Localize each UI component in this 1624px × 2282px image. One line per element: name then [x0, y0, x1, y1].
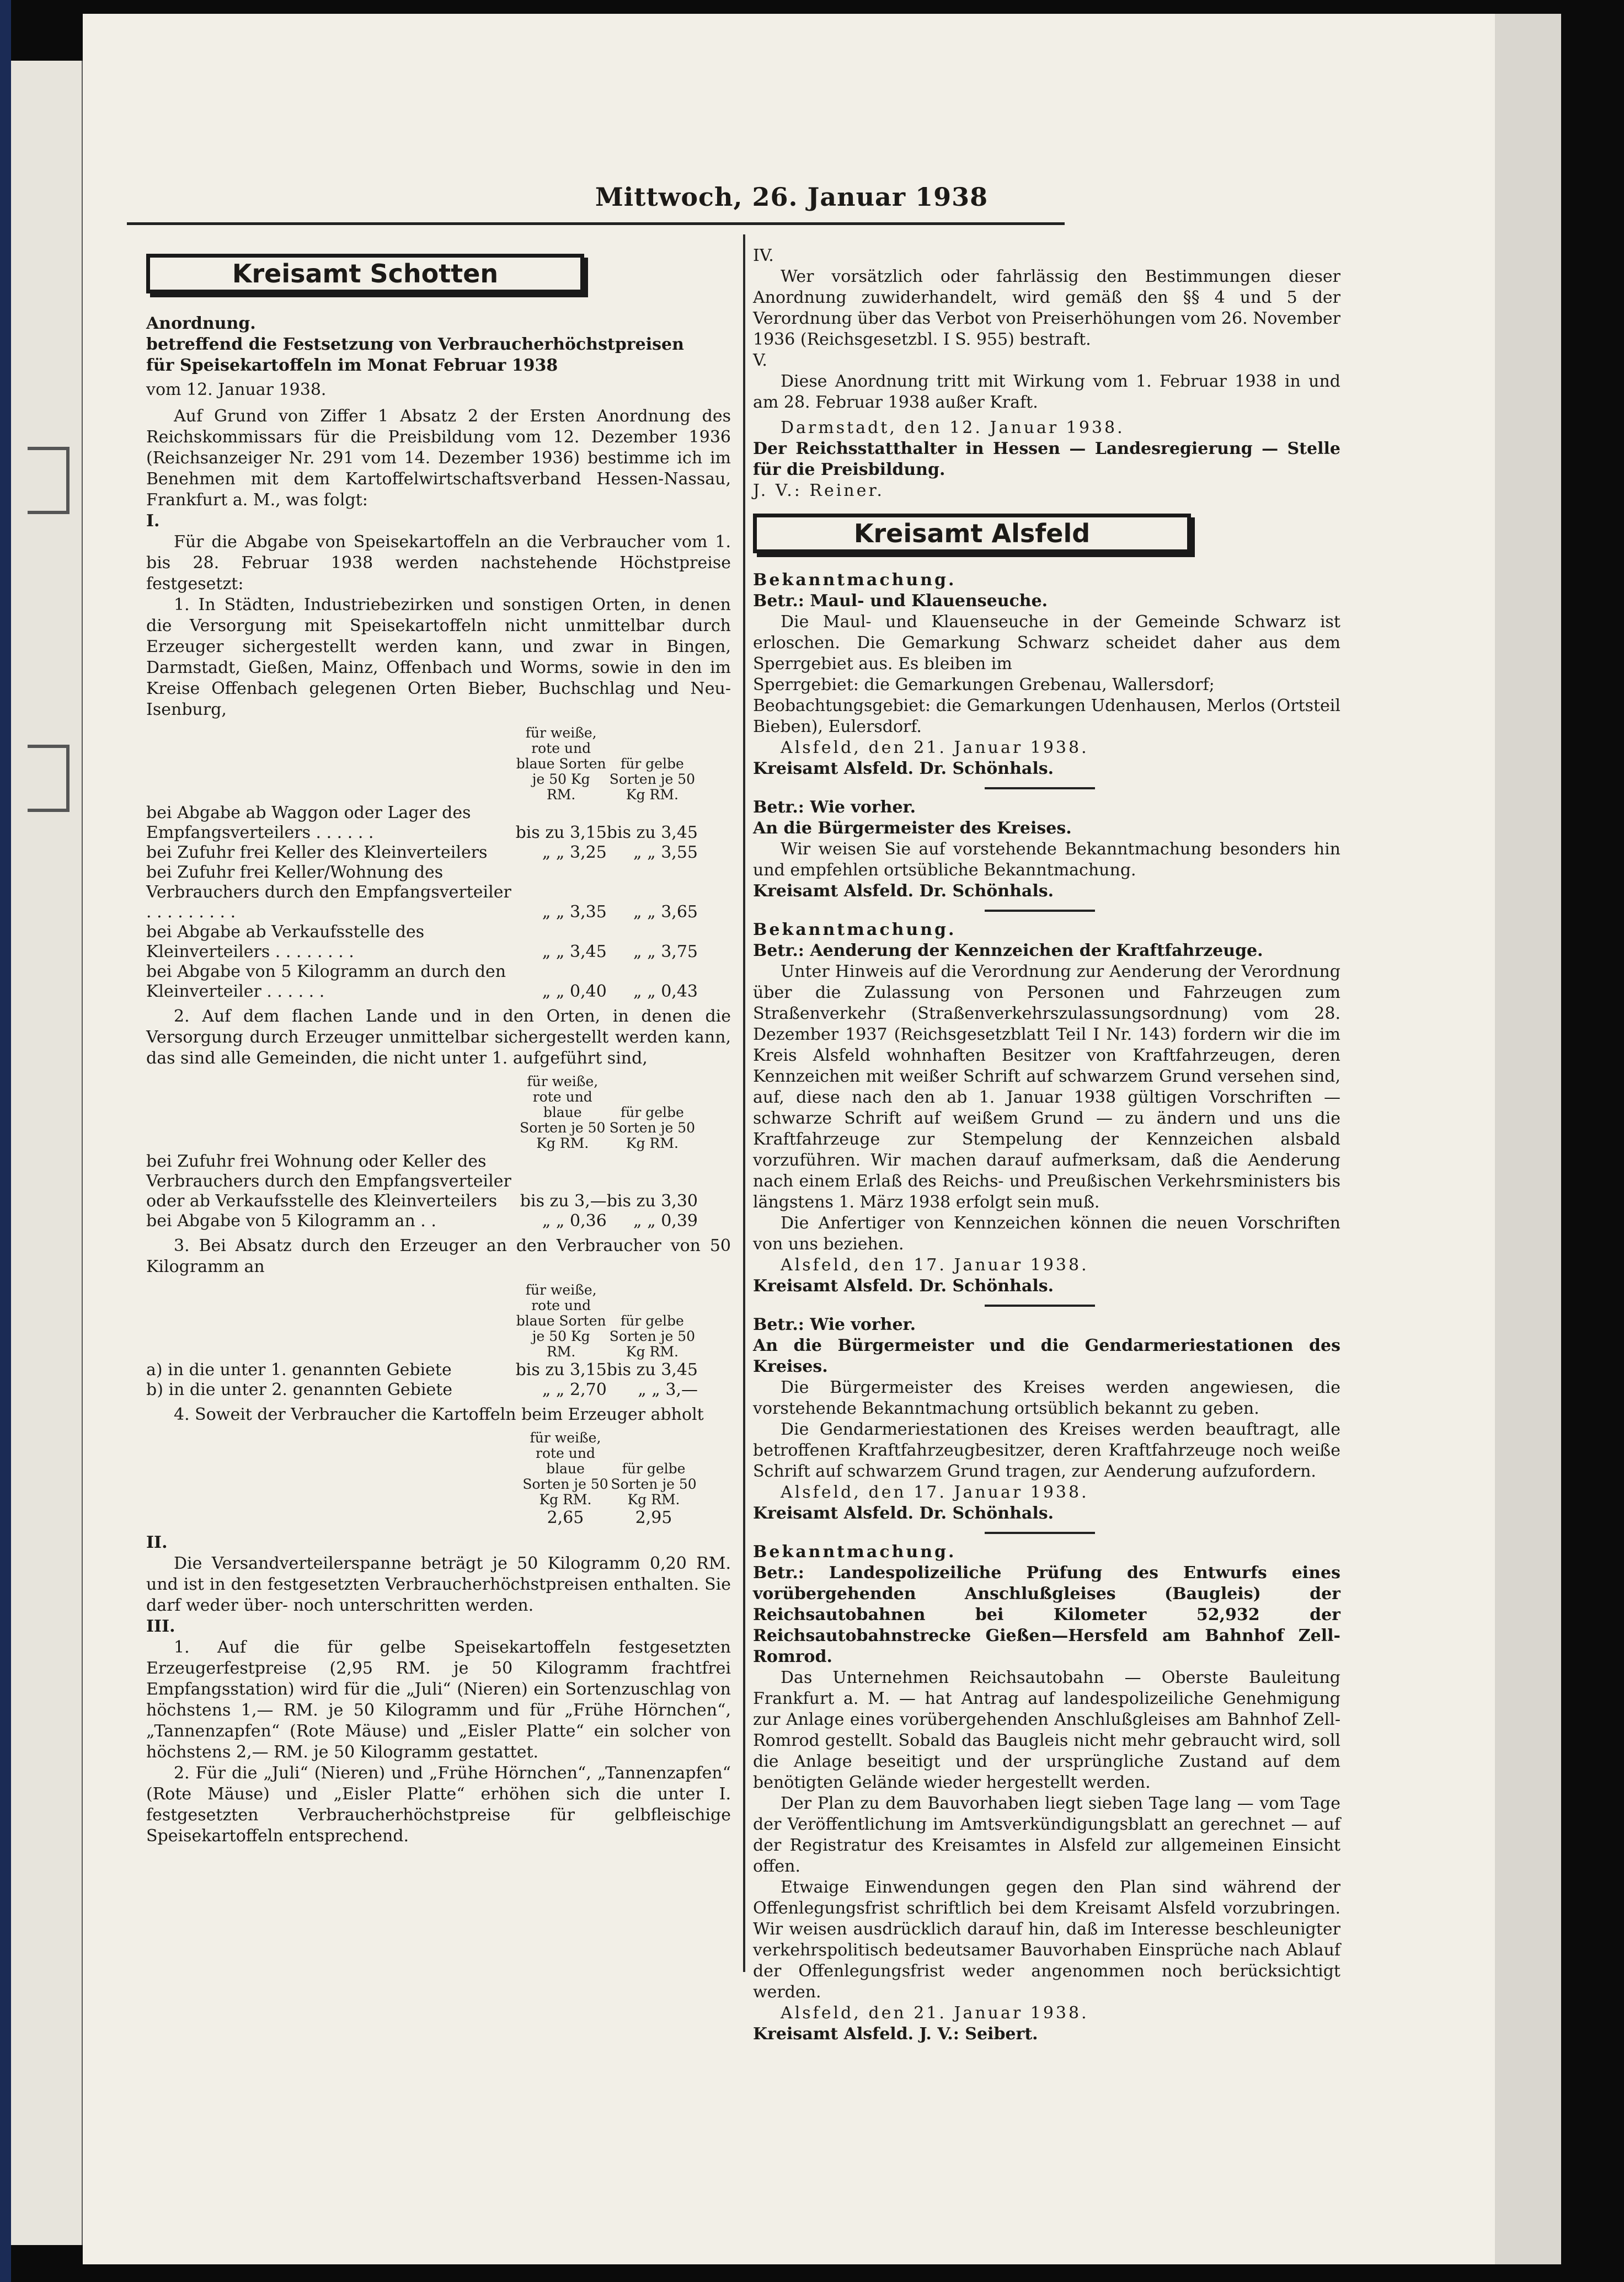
signature: Kreisamt Alsfeld. J. V.: Seibert.: [753, 2024, 1038, 2044]
paragraph: Die Anfertiger von Kennzeichen können die neuen Vorschriften von uns beziehen.: [753, 1214, 1340, 1254]
price-table-4: [146, 1430, 698, 1528]
paragraph: Die Gendarmeriestationen des Kreises werden beauftragt, alle betroffenen Kraftfahrzeugbesitzer, deren Kraftfahrzeuge noch weiße Schrift auf schwarzem Grund tragen, zur Aenderung aufzufordern.: [753, 1420, 1340, 1481]
table-cell: „ „ 0,43: [633, 982, 698, 1001]
notice-subject: Betr.: Wie vorher.: [753, 798, 916, 817]
table-cell: bis zu 3,15: [515, 1360, 607, 1380]
table-cell: „ „ 3,45: [542, 942, 607, 961]
table-cell: „ „ 2,70: [542, 1380, 607, 1399]
announcement-date: vom 12. Januar 1938.: [146, 380, 327, 399]
paragraph: Unter Hinweis auf die Verordnung zur Aenderung der Verordnung über die Zulassung von Personen und Fahrzeugen zum Straßenverkehr (Straßenverkehrszulassungsordnung) vom 28. Dezember 1937 (Reichsgesetzblatt Teil I Nr. 143) fordern wir die im Kreis Alsfeld wohnhaften Besitzer von Kraftfahrzeugen, deren Kennzeichen mit weißer Schrift auf schwarzem Grund versehen sind, auf, diese nach den ab 1. Januar 1938 gültigen Vorschriften — schwarze Schrift auf weißem Grund — zu ändern und uns die Kraftfahrzeuge zur Stempelung der Kennzeichen alsbald vorzuführen. Wir machen darauf aufmerksam, daß die Aenderung nach einem Erlaß des Reichs- und Preußischen Verkehrsministers bis längstens 1. März 1938 erfolgt sein muß.: [753, 962, 1340, 1212]
announcement-subheading: für Speisekartoffeln im Monat Februar 1938: [146, 356, 558, 375]
section-number: V.: [753, 351, 767, 370]
paragraph: Wir weisen Sie auf vorstehende Bekanntmachung besonders hin und empfehlen ortsübliche Bekanntmachung.: [753, 840, 1340, 880]
column-header: für gelbe Sorten je 50 Kg RM.: [609, 756, 696, 803]
column-header: für weiße, rote und blaue Sorten je 50 Kg RM.: [516, 725, 606, 803]
price-table-3: [146, 1282, 698, 1400]
table-cell: bei Abgabe von 5 Kilogramm an durch den Kleinverteiler . . . . . .: [146, 962, 506, 1001]
table-cell: bei Abgabe ab Verkaufsstelle des Kleinverteilers . . . . . . . .: [146, 922, 425, 961]
paragraph: Wer vorsätzlich oder fahrlässig den Bestimmungen dieser Anordnung zuwiderhandelt, wird gemäß den §§ 4 und 5 der Verordnung über das Verbot von Preiserhöhungen vom 26. November 1936 (Reichsgesetzbl. I S. 955) bestraft.: [753, 267, 1340, 349]
table-row: [146, 863, 698, 922]
table-row: [146, 1380, 698, 1400]
place-date: Alsfeld, den 21. Januar 1938.: [781, 2003, 1089, 2023]
previous-page-edge: [11, 61, 83, 2245]
place-date: Darmstadt, den 12. Januar 1938.: [781, 418, 1125, 437]
paragraph: Diese Anordnung tritt mit Wirkung vom 1. Februar 1938 in und am 28. Februar 1938 außer Kraft.: [753, 372, 1340, 412]
margin-box-mark: [28, 447, 70, 514]
separator-rule: [985, 1532, 1095, 1534]
table-cell: bei Zufuhr frei Wohnung oder Keller des Verbrauchers durch den Empfangsverteiler oder ab Verkaufsstelle des Kleinverteilers: [146, 1152, 511, 1211]
issuing-authority: Der Reichsstatthalter in Hessen — Landesregierung — Stelle für die Preisbildung.: [753, 439, 1340, 479]
place-date: Alsfeld, den 17. Januar 1938.: [781, 1255, 1089, 1275]
column-header: für gelbe Sorten je 50 Kg RM.: [611, 1461, 697, 1508]
paragraph: Das Unternehmen Reichsautobahn — Oberste Bauleitung Frankfurt a. M. — hat Antrag auf landespolizeiliche Genehmigung zur Anlage eines vorübergehenden Anschlußgleises am Bahnhof Zell-Romrod gestellt. Sobald das Baugleis nicht mehr gebraucht wird, soll die Anlage beseitigt und der ursprüngliche Zustand auf dem benötigten Gelände wieder hergestellt werden.: [753, 1668, 1340, 1792]
table-cell: a) in die unter 1. genannten Gebiete: [146, 1360, 452, 1380]
margin-box-mark: [28, 745, 70, 812]
signature: J. V.: Reiner.: [753, 481, 884, 500]
paragraph: Die Versandverteilerspanne beträgt je 50 Kilogramm 0,20 RM. und ist in den festgesetzten Verbraucherhöchstpreisen enthalten. Sie darf weder über- noch unterschritten werden.: [146, 1554, 731, 1615]
table-cell: „ „ 0,36: [542, 1211, 607, 1231]
table-cell: „ „ 3,35: [542, 902, 607, 922]
paragraph: Der Plan zu dem Bauvorhaben liegt sieben Tage lang — vom Tage der Veröffentlichung im Amtsverkündigungsblatt an gerechnet — auf der Registratur des Kreisamtes in Alsfeld zur allgemeinen Einsicht offen.: [753, 1794, 1340, 1876]
table-row: [146, 803, 698, 843]
column-divider: [743, 234, 745, 1972]
announcement-heading: Anordnung.: [146, 314, 256, 333]
place-date: Alsfeld, den 21. Januar 1938.: [781, 738, 1089, 757]
table-row: [146, 843, 698, 863]
table-cell: bis zu 3,45: [606, 1360, 698, 1380]
paragraph: 2. Für die „Juli“ (Nieren) und „Frühe Hörnchen“, „Tannenzapfen“ (Rote Mäuse) und „Eisler Platte“ erhöhen sich die unter I. festgesetzten Verbraucherhöchstpreise für gelbfleischige Speisekartoffeln entsprechend.: [146, 1763, 731, 1846]
table-cell: bis zu 3,30: [606, 1191, 698, 1211]
separator-rule: [985, 910, 1095, 912]
table-cell: „ „ 3,65: [633, 902, 698, 922]
signature: Kreisamt Alsfeld. Dr. Schönhals.: [753, 1276, 1054, 1296]
section-number: I.: [146, 511, 160, 531]
paragraph: Beobachtungsgebiet: die Gemarkungen Udenhausen, Merlos (Ortsteil Bieben), Eulersdorf.: [753, 696, 1340, 736]
section-number: II.: [146, 1533, 168, 1552]
notice-subject: Betr.: Landespolizeiliche Prüfung des Entwurfs eines vorübergehenden Anschlußgleises (Baugleis) der Reichsautobahnen bei Kilometer 52,932 der Reichsautobahnstrecke Gießen—Hersfeld am Bahnhof Zell-Romrod.: [753, 1563, 1340, 1666]
table-cell: bei Abgabe von 5 Kilogramm an . .: [146, 1211, 436, 1231]
table-cell: 2,65: [547, 1508, 584, 1527]
table-cell: bei Abgabe ab Waggon oder Lager des Empfangsverteilers . . . . . .: [146, 803, 471, 842]
table-cell: b) in die unter 2. genannten Gebiete: [146, 1380, 453, 1399]
section-title-kreisamt-alsfeld: Kreisamt Alsfeld: [753, 514, 1191, 553]
notice-recipient: An die Bürgermeister des Kreises.: [753, 819, 1072, 838]
table-row: [146, 1360, 698, 1380]
table-cell: „ „ 3,25: [542, 843, 607, 862]
notice-subject: Betr.: Aenderung der Kennzeichen der Kraftfahrzeuge.: [753, 941, 1263, 960]
paragraph: 2. Auf dem flachen Lande und in den Orten, in denen die Versorgung durch Erzeuger unmittelbar sichergestellt werden kann, das sind alle Gemeinden, die nicht unter 1. aufgeführt sind,: [146, 1007, 731, 1068]
table-cell: „ „ 0,40: [542, 982, 607, 1001]
paragraph: 1. Auf die für gelbe Speisekartoffeln festgesetzten Erzeugerfestpreise (2,95 RM. je 50 Kilogramm frachtfrei Empfangsstation) wird für die „Juli“ (Nieren) ein Sortenzuschlag von höchstens 1,— RM. je 50 Kilogramm und für „Frühe Hörnchen“, „Tannenzapfen“ (Rote Mäuse) und „Eisler Platte“ ein solcher von höchstens 2,— RM. je 50 Kilogramm gestattet.: [146, 1638, 731, 1762]
header-rule: [127, 222, 1065, 225]
table-row: [146, 1508, 698, 1528]
table-cell: bis zu 3,45: [606, 823, 698, 842]
place-date: Alsfeld, den 17. Januar 1938.: [781, 1483, 1089, 1502]
paragraph: Die Maul- und Klauenseuche in der Gemeinde Schwarz ist erloschen. Die Gemarkung Schwarz scheidet daher aus dem Sperrgebiet aus. Es bleiben im: [753, 612, 1340, 674]
table-cell: „ „ 3,75: [633, 942, 698, 961]
notice-subject: Betr.: Wie vorher.: [753, 1315, 916, 1334]
separator-rule: [985, 1305, 1095, 1307]
table-row: [146, 1211, 698, 1231]
column-header: für gelbe Sorten je 50 Kg RM.: [609, 1313, 696, 1360]
column-header: für weiße, rote und blaue Sorten je 50 Kg RM.: [516, 1282, 606, 1360]
separator-rule: [985, 787, 1095, 789]
paragraph: 4. Soweit der Verbraucher die Kartoffeln beim Erzeuger abholt: [174, 1405, 704, 1424]
table-cell: bei Zufuhr frei Keller/Wohnung des Verbrauchers durch den Empfangsverteiler . . . . . . . . .: [146, 863, 511, 922]
table-cell: 2,95: [635, 1508, 672, 1527]
section-number: IV.: [753, 246, 774, 265]
table-row: [146, 962, 698, 1002]
price-table-2: [146, 1073, 698, 1231]
table-cell: bis zu 3,15: [515, 823, 607, 842]
paragraph: Für die Abgabe von Speisekartoffeln an die Verbraucher vom 1. bis 28. Februar 1938 werden nachstehende Höchstpreise festgesetzt:: [146, 532, 731, 594]
notice-recipient: An die Bürgermeister und die Gendarmeriestationen des Kreises.: [753, 1336, 1340, 1376]
paragraph: 3. Bei Absatz durch den Erzeuger an den Verbraucher von 50 Kilogramm an: [146, 1236, 731, 1276]
table-cell: bei Zufuhr frei Keller des Kleinverteilers: [146, 843, 488, 862]
notice-title: Bekanntmachung.: [753, 570, 957, 590]
section-title-kreisamt-schotten: Kreisamt Schotten: [146, 254, 584, 293]
paragraph: Die Bürgermeister des Kreises werden angewiesen, die vorstehende Bekanntmachung ortsüblich bekannt zu geben.: [753, 1378, 1340, 1418]
table-cell: bis zu 3,—: [520, 1191, 607, 1211]
column-header: für gelbe Sorten je 50 Kg RM.: [609, 1104, 696, 1151]
page-edge-shadow: [1495, 14, 1561, 2264]
paragraph: Etwaige Einwendungen gegen den Plan sind während der Offenlegungsfrist schriftlich bei dem Kreisamt Alsfeld vorzubringen. Wir weisen ausdrücklich darauf hin, daß im Interesse beschleunigter verkehrspolitisch bedeutsamer Bauvorhaben Einsprüche nach Ablauf der Offenlegungsfrist weder angenommen noch berücksichtigt werden.: [753, 1878, 1340, 2002]
table-row: [146, 922, 698, 962]
column-header: für weiße, rote und blaue Sorten je 50 Kg RM.: [520, 1073, 606, 1151]
notice-title: Bekanntmachung.: [753, 1542, 957, 1562]
column-header: für weiße, rote und blaue Sorten je 50 Kg RM.: [522, 1430, 608, 1508]
table-cell: „ „ 0,39: [633, 1211, 698, 1231]
left-column: [146, 248, 731, 1847]
newspaper-page: [83, 14, 1495, 2264]
announcement-subheading: betreffend die Festsetzung von Verbraucherhöchstpreisen: [146, 335, 684, 354]
signature: Kreisamt Alsfeld. Dr. Schönhals.: [753, 1504, 1054, 1523]
price-table-1: [146, 725, 698, 1002]
issue-date-header: Mittwoch, 26. Januar 1938: [595, 182, 989, 212]
book-spine-edge: [0, 0, 11, 2282]
table-cell: „ „ 3,55: [633, 843, 698, 862]
paragraph: Sperrgebiet: die Gemarkungen Grebenau, Wallersdorf;: [753, 675, 1215, 694]
signature: Kreisamt Alsfeld. Dr. Schönhals.: [753, 759, 1054, 778]
right-column: [753, 245, 1340, 2045]
table-row: [146, 1152, 698, 1211]
table-cell: „ „ 3,—: [638, 1380, 698, 1399]
paragraph: 1. In Städten, Industriebezirken und sonstigen Orten, in denen die Versorgung mit Speisekartoffeln nicht unmittelbar durch Erzeuger sichergestellt werden kann, und zwar in Bingen, Darmstadt, Gießen, Mainz, Offenbach und Worms, sowie in den im Kreise Offenbach gelegenen Orten Bieber, Buchschlag und Neu-Isenburg,: [146, 595, 731, 719]
notice-title: Bekanntmachung.: [753, 920, 957, 939]
notice-subject: Betr.: Maul- und Klauenseuche.: [753, 591, 1048, 611]
signature: Kreisamt Alsfeld. Dr. Schönhals.: [753, 881, 1054, 901]
paragraph: Auf Grund von Ziffer 1 Absatz 2 der Ersten Anordnung des Reichskommissars für die Preisbildung vom 12. Dezember 1936 (Reichsanzeiger Nr. 291 vom 14. Dezember 1936) bestimme ich im Benehmen mit dem Kartoffelwirtschaftsverband Hessen-Nassau, Frankfurt a. M., was folgt:: [146, 407, 731, 510]
section-number: III.: [146, 1617, 175, 1636]
